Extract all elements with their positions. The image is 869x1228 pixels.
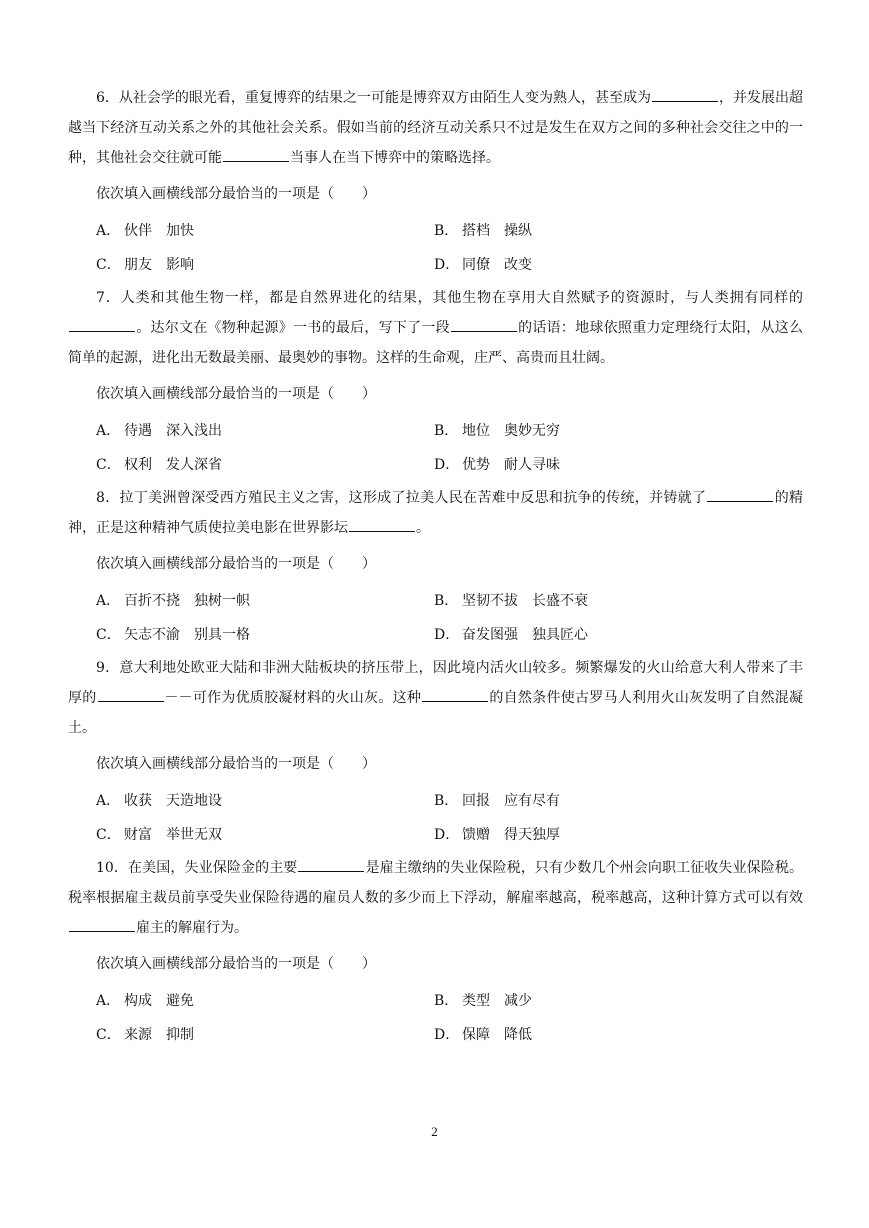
fill-blank <box>652 87 718 102</box>
option-d: D． 馈赠 得天独厚 <box>434 827 560 843</box>
question-10 <box>68 853 803 1051</box>
options <box>96 783 803 851</box>
option-b: B． 搭档 操纵 <box>434 223 532 239</box>
option-a: A． 伙伴 加快 <box>96 223 194 239</box>
fill-blank <box>98 687 164 702</box>
options <box>96 213 803 281</box>
question-stem <box>68 483 803 543</box>
question-6 <box>68 83 803 281</box>
option-c: C． 权利 发人深省 <box>96 457 222 473</box>
option-c: C． 矢志不渝 别具一格 <box>96 627 250 643</box>
option-b: B． 坚韧不拔 长盛不衰 <box>434 593 588 609</box>
question-stem <box>68 83 803 173</box>
option-d: D． 优势 耐人寻味 <box>434 457 560 473</box>
exam-content <box>68 81 803 1051</box>
option-c: C． 来源 抑制 <box>96 1027 194 1043</box>
stem-text: 。 <box>416 520 430 536</box>
stem-text: －－可作为优质胶凝材料的火山灰。这种 <box>164 690 422 706</box>
page-number: 2 <box>431 1124 438 1139</box>
question-stem <box>68 853 803 943</box>
option-b: B． 地位 奥妙无穷 <box>434 423 560 439</box>
question-stem <box>68 283 803 373</box>
option-b: B． 回报 应有尽有 <box>434 793 560 809</box>
question-prompt: 依次填入画横线部分最恰当的一项是（ ） <box>96 386 376 402</box>
option-b: B． 类型 减少 <box>434 993 532 1009</box>
option-a: A． 待遇 深入浅出 <box>96 423 222 439</box>
fill-blank <box>223 147 289 162</box>
fill-blank <box>298 857 364 872</box>
option-d: D． 保障 降低 <box>434 1027 532 1043</box>
stem-text: 的自然条件使古罗马人利用火山灰发明了自然混凝土。 <box>68 690 804 736</box>
fill-blank <box>707 487 773 502</box>
question-prompt: 依次填入画横线部分最恰当的一项是（ ） <box>96 956 376 972</box>
stem-text: 10．在美国，失业保险金的主要 <box>96 860 298 876</box>
option-c: C． 财富 举世无双 <box>96 827 222 843</box>
stem-text: 8．拉丁美洲曾深受西方殖民主义之害，这形成了拉美人民在苦难中反思和抗争的传统，并铸就了 <box>96 490 707 506</box>
options <box>96 413 803 481</box>
stem-text: ，并发展出超越当下经济互动关系之外的其他社会关系。假如当前的经济互动关系只不过是发生在双方之间的多种社会交往之中的一种，其他社会交往就可能 <box>68 90 804 166</box>
question-9 <box>68 653 803 851</box>
question-stem <box>68 653 803 743</box>
option-d: D． 同僚 改变 <box>434 257 532 273</box>
fill-blank <box>422 687 488 702</box>
fill-blank <box>69 317 135 332</box>
fill-blank <box>69 917 135 932</box>
stem-text: 当事人在当下博弈中的策略选择。 <box>290 150 500 166</box>
options <box>96 983 803 1051</box>
stem-text: 。达尔文在《物种起源》一书的最后，写下了一段 <box>136 320 450 336</box>
option-d: D． 奋发图强 独具匠心 <box>434 627 588 643</box>
stem-text: 9．意大利地处欧亚大陆和非洲大陆板块的挤压带上，因此境内活火山较多。频繁爆发的火山给意大利人带来了丰厚的 <box>68 660 803 706</box>
stem-text: 7．人类和其他生物一样，都是自然界进化的结果，其他生物在享用大自然赋予的资源时，与人类拥有同样的 <box>96 290 803 306</box>
question-prompt: 依次填入画横线部分最恰当的一项是（ ） <box>96 556 376 572</box>
stem-text: 是雇主缴纳的失业保险税，只有少数几个州会向职工征收失业保险税。税率根据雇主裁员前享受失业保险待遇的雇员人数的多少而上下浮动，解雇率越高，税率越高，这种计算方式可以有效 <box>68 860 803 906</box>
option-a: A． 收获 天造地设 <box>96 793 222 809</box>
stem-text: 雇主的解雇行为。 <box>136 920 248 936</box>
stem-text: 的精神，正是这种精神气质使拉美电影在世界影坛 <box>68 490 804 536</box>
option-c: C． 朋友 影响 <box>96 257 194 273</box>
options <box>96 583 803 651</box>
stem-text: 的话语：地球依照重力定理绕行太阳，从这么简单的起源，进化出无数最美丽、最奥妙的事物。这样的生命观，庄严、高贵而且壮阔。 <box>68 320 804 366</box>
option-a: A． 百折不挠 独树一帜 <box>96 593 250 609</box>
option-a: A． 构成 避免 <box>96 993 194 1009</box>
question-prompt: 依次填入画横线部分最恰当的一项是（ ） <box>96 756 376 772</box>
stem-text: 6．从社会学的眼光看，重复博弈的结果之一可能是博弈双方由陌生人变为熟人，甚至成为 <box>96 90 651 106</box>
fill-blank <box>451 317 517 332</box>
fill-blank <box>349 517 415 532</box>
question-prompt: 依次填入画横线部分最恰当的一项是（ ） <box>96 186 376 202</box>
question-8 <box>68 483 803 651</box>
question-7 <box>68 283 803 481</box>
